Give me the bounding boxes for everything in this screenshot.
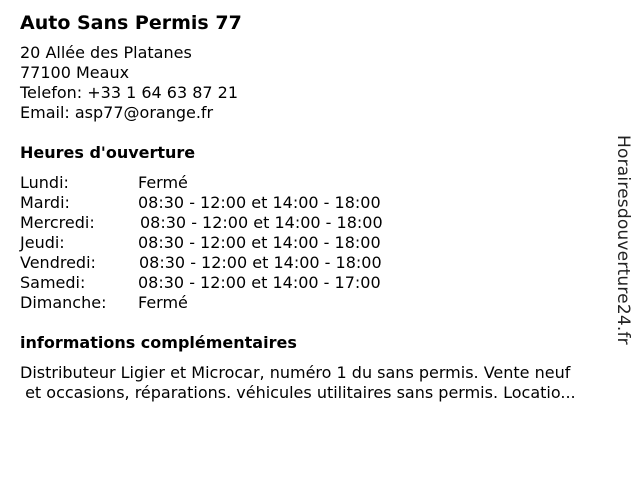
phone-line: Telefon: +33 1 64 63 87 21 bbox=[20, 83, 239, 102]
day-label: Dimanche: bbox=[20, 293, 107, 312]
day-label: Jeudi: bbox=[20, 233, 65, 252]
hours-row-thursday bbox=[20, 233, 620, 253]
day-label: Lundi: bbox=[20, 173, 69, 192]
day-label: Mardi: bbox=[20, 193, 70, 212]
time-value: 08:30 - 12:00 et 14:00 - 18:00 bbox=[139, 253, 382, 272]
hours-row-friday bbox=[20, 253, 620, 273]
hours-row-wednesday bbox=[20, 213, 620, 233]
time-value: Fermé bbox=[138, 173, 188, 192]
hours-row-saturday bbox=[20, 273, 620, 293]
hours-row-monday bbox=[20, 173, 620, 193]
day-label: Vendredi: bbox=[20, 253, 96, 272]
hours-row-sunday bbox=[20, 293, 620, 313]
contact-block bbox=[20, 43, 620, 123]
additional-info-text bbox=[20, 363, 625, 403]
opening-hours-table bbox=[20, 173, 620, 313]
time-value: 08:30 - 12:00 et 14:00 - 18:00 bbox=[138, 233, 381, 252]
description-line: et occasions, réparations. véhicules utilitaires sans permis. Locatio... bbox=[20, 383, 576, 402]
site-watermark: Horairesdouverture24.fr bbox=[613, 135, 633, 345]
description-line: Distributeur Ligier et Microcar, numéro 1 du sans permis. Vente neuf bbox=[20, 363, 571, 382]
email-line: Email: asp77@orange.fr bbox=[20, 103, 214, 122]
day-label: Samedi: bbox=[20, 273, 86, 292]
business-name: Auto Sans Permis 77 bbox=[20, 12, 242, 34]
business-card bbox=[20, 10, 620, 403]
day-label: Mercredi: bbox=[20, 213, 95, 232]
additional-info-title: informations complémentaires bbox=[20, 333, 297, 352]
address-line-street: 20 Allée des Platanes bbox=[20, 43, 192, 62]
time-value: Fermé bbox=[138, 293, 188, 312]
address-line-city: 77100 Meaux bbox=[20, 63, 130, 82]
time-value: 08:30 - 12:00 et 14:00 - 17:00 bbox=[138, 273, 381, 292]
opening-hours-title: Heures d'ouverture bbox=[20, 143, 196, 162]
time-value: 08:30 - 12:00 et 14:00 - 18:00 bbox=[140, 213, 383, 232]
hours-row-tuesday bbox=[20, 193, 620, 213]
time-value: 08:30 - 12:00 et 14:00 - 18:00 bbox=[138, 193, 381, 212]
